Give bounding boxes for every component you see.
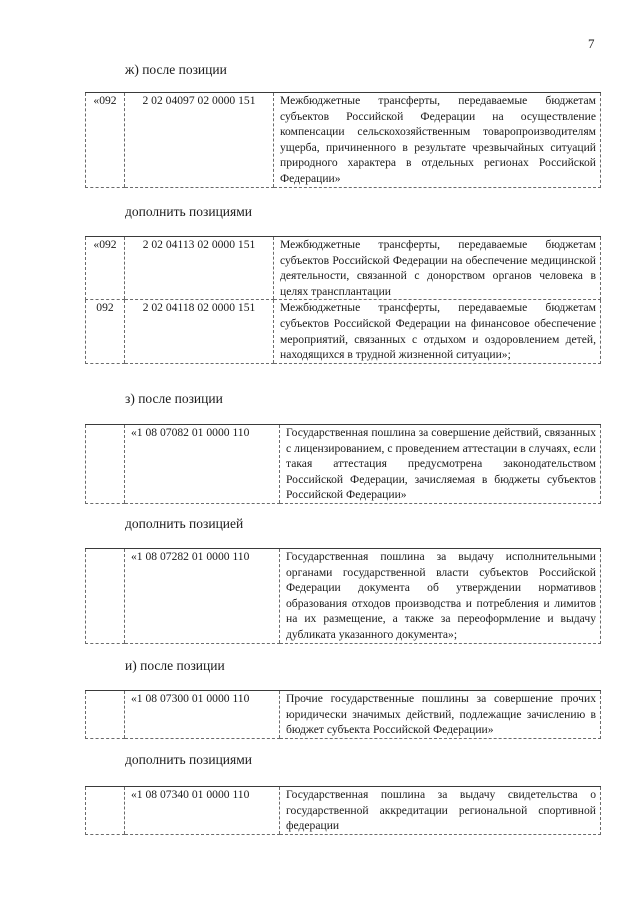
positions-table bbox=[85, 786, 601, 835]
description-cell bbox=[274, 93, 601, 188]
table-row bbox=[86, 549, 601, 644]
section-heading: ж) после позиции bbox=[125, 62, 227, 77]
page-number: 7 bbox=[588, 36, 595, 51]
description-text: Государственная пошлина за выдачу свидетельства о государственной аккредитации региональной спортивной федерации bbox=[286, 788, 596, 833]
section-heading: з) после позиции bbox=[125, 391, 223, 406]
budget-code-cell: «1 08 07300 01 0000 110 bbox=[125, 691, 280, 739]
description-cell bbox=[274, 237, 601, 300]
section-heading: дополнить позицией bbox=[125, 516, 244, 531]
admin-code-cell bbox=[86, 425, 125, 504]
description-text: Межбюджетные трансферты, передаваемые бюджетам субъектов Российской Федерации на осуществление компенсации сельскохозяйственным товаропроизводителям ущерба, причиненного в результате чрезвычайных ситуаций природного характера в отдельных регионах Российской Федерации» bbox=[280, 94, 596, 185]
section-heading: дополнить позициями bbox=[125, 204, 252, 219]
admin-code-cell: «092 bbox=[86, 93, 125, 188]
table-row bbox=[86, 93, 601, 188]
description-cell bbox=[280, 787, 601, 835]
admin-code-cell bbox=[86, 691, 125, 739]
section-heading: дополнить позициями bbox=[125, 752, 252, 767]
description-cell bbox=[280, 425, 601, 504]
positions-table bbox=[85, 92, 601, 188]
budget-code-cell: 2 02 04097 02 0000 151 bbox=[125, 93, 274, 188]
table-row bbox=[86, 237, 601, 300]
description-text: Государственная пошлина за выдачу исполнительными органами государственной власти субъектов Российской Федерации документа об утверждении нормативов образования отходов производства и потребления и лимитов на их размещение, а также за переоформление и выдачу дубликата указанного документа»; bbox=[286, 550, 596, 641]
budget-code-cell: 2 02 04118 02 0000 151 bbox=[125, 300, 274, 363]
budget-code-cell: «1 08 07282 01 0000 110 bbox=[125, 549, 280, 644]
positions-table bbox=[85, 236, 601, 364]
budget-code-cell: 2 02 04113 02 0000 151 bbox=[125, 237, 274, 300]
positions-table bbox=[85, 690, 601, 739]
table-row bbox=[86, 787, 601, 835]
table-row bbox=[86, 691, 601, 739]
description-text: Межбюджетные трансферты, передаваемые бюджетам субъектов Российской Федерации на финансовое обеспечение мероприятий, связанных с отдыхом и оздоровлением детей, находящихся в трудной жизненной ситуации»; bbox=[280, 301, 596, 362]
description-cell bbox=[274, 300, 601, 363]
positions-table bbox=[85, 548, 601, 644]
admin-code-cell bbox=[86, 787, 125, 835]
description-cell bbox=[280, 691, 601, 739]
description-text: Прочие государственные пошлины за совершение прочих юридически значимых действий, подлежащие зачислению в бюджет субъекта Российской Федерации» bbox=[286, 692, 596, 737]
budget-code-cell: «1 08 07340 01 0000 110 bbox=[125, 787, 280, 835]
table-row bbox=[86, 425, 601, 504]
budget-code-cell: «1 08 07082 01 0000 110 bbox=[125, 425, 280, 504]
description-text: Межбюджетные трансферты, передаваемые бюджетам субъектов Российской Федерации на обеспечение медицинской деятельности, связанной с донорством органов человека в целях трансплантации bbox=[280, 238, 596, 298]
admin-code-cell: 092 bbox=[86, 300, 125, 363]
admin-code-cell bbox=[86, 549, 125, 644]
section-heading: и) после позиции bbox=[125, 658, 225, 673]
table-row bbox=[86, 300, 601, 363]
positions-table bbox=[85, 424, 601, 504]
admin-code-cell: «092 bbox=[86, 237, 125, 300]
description-cell bbox=[280, 549, 601, 644]
description-text: Государственная пошлина за совершение действий, связанных с лицензированием, с проведением аттестации в случаях, если такая аттестация предусмотрена законодательством Российской Федерации, зачисляемая в бюджеты субъектов Российской Федерации» bbox=[286, 426, 596, 502]
